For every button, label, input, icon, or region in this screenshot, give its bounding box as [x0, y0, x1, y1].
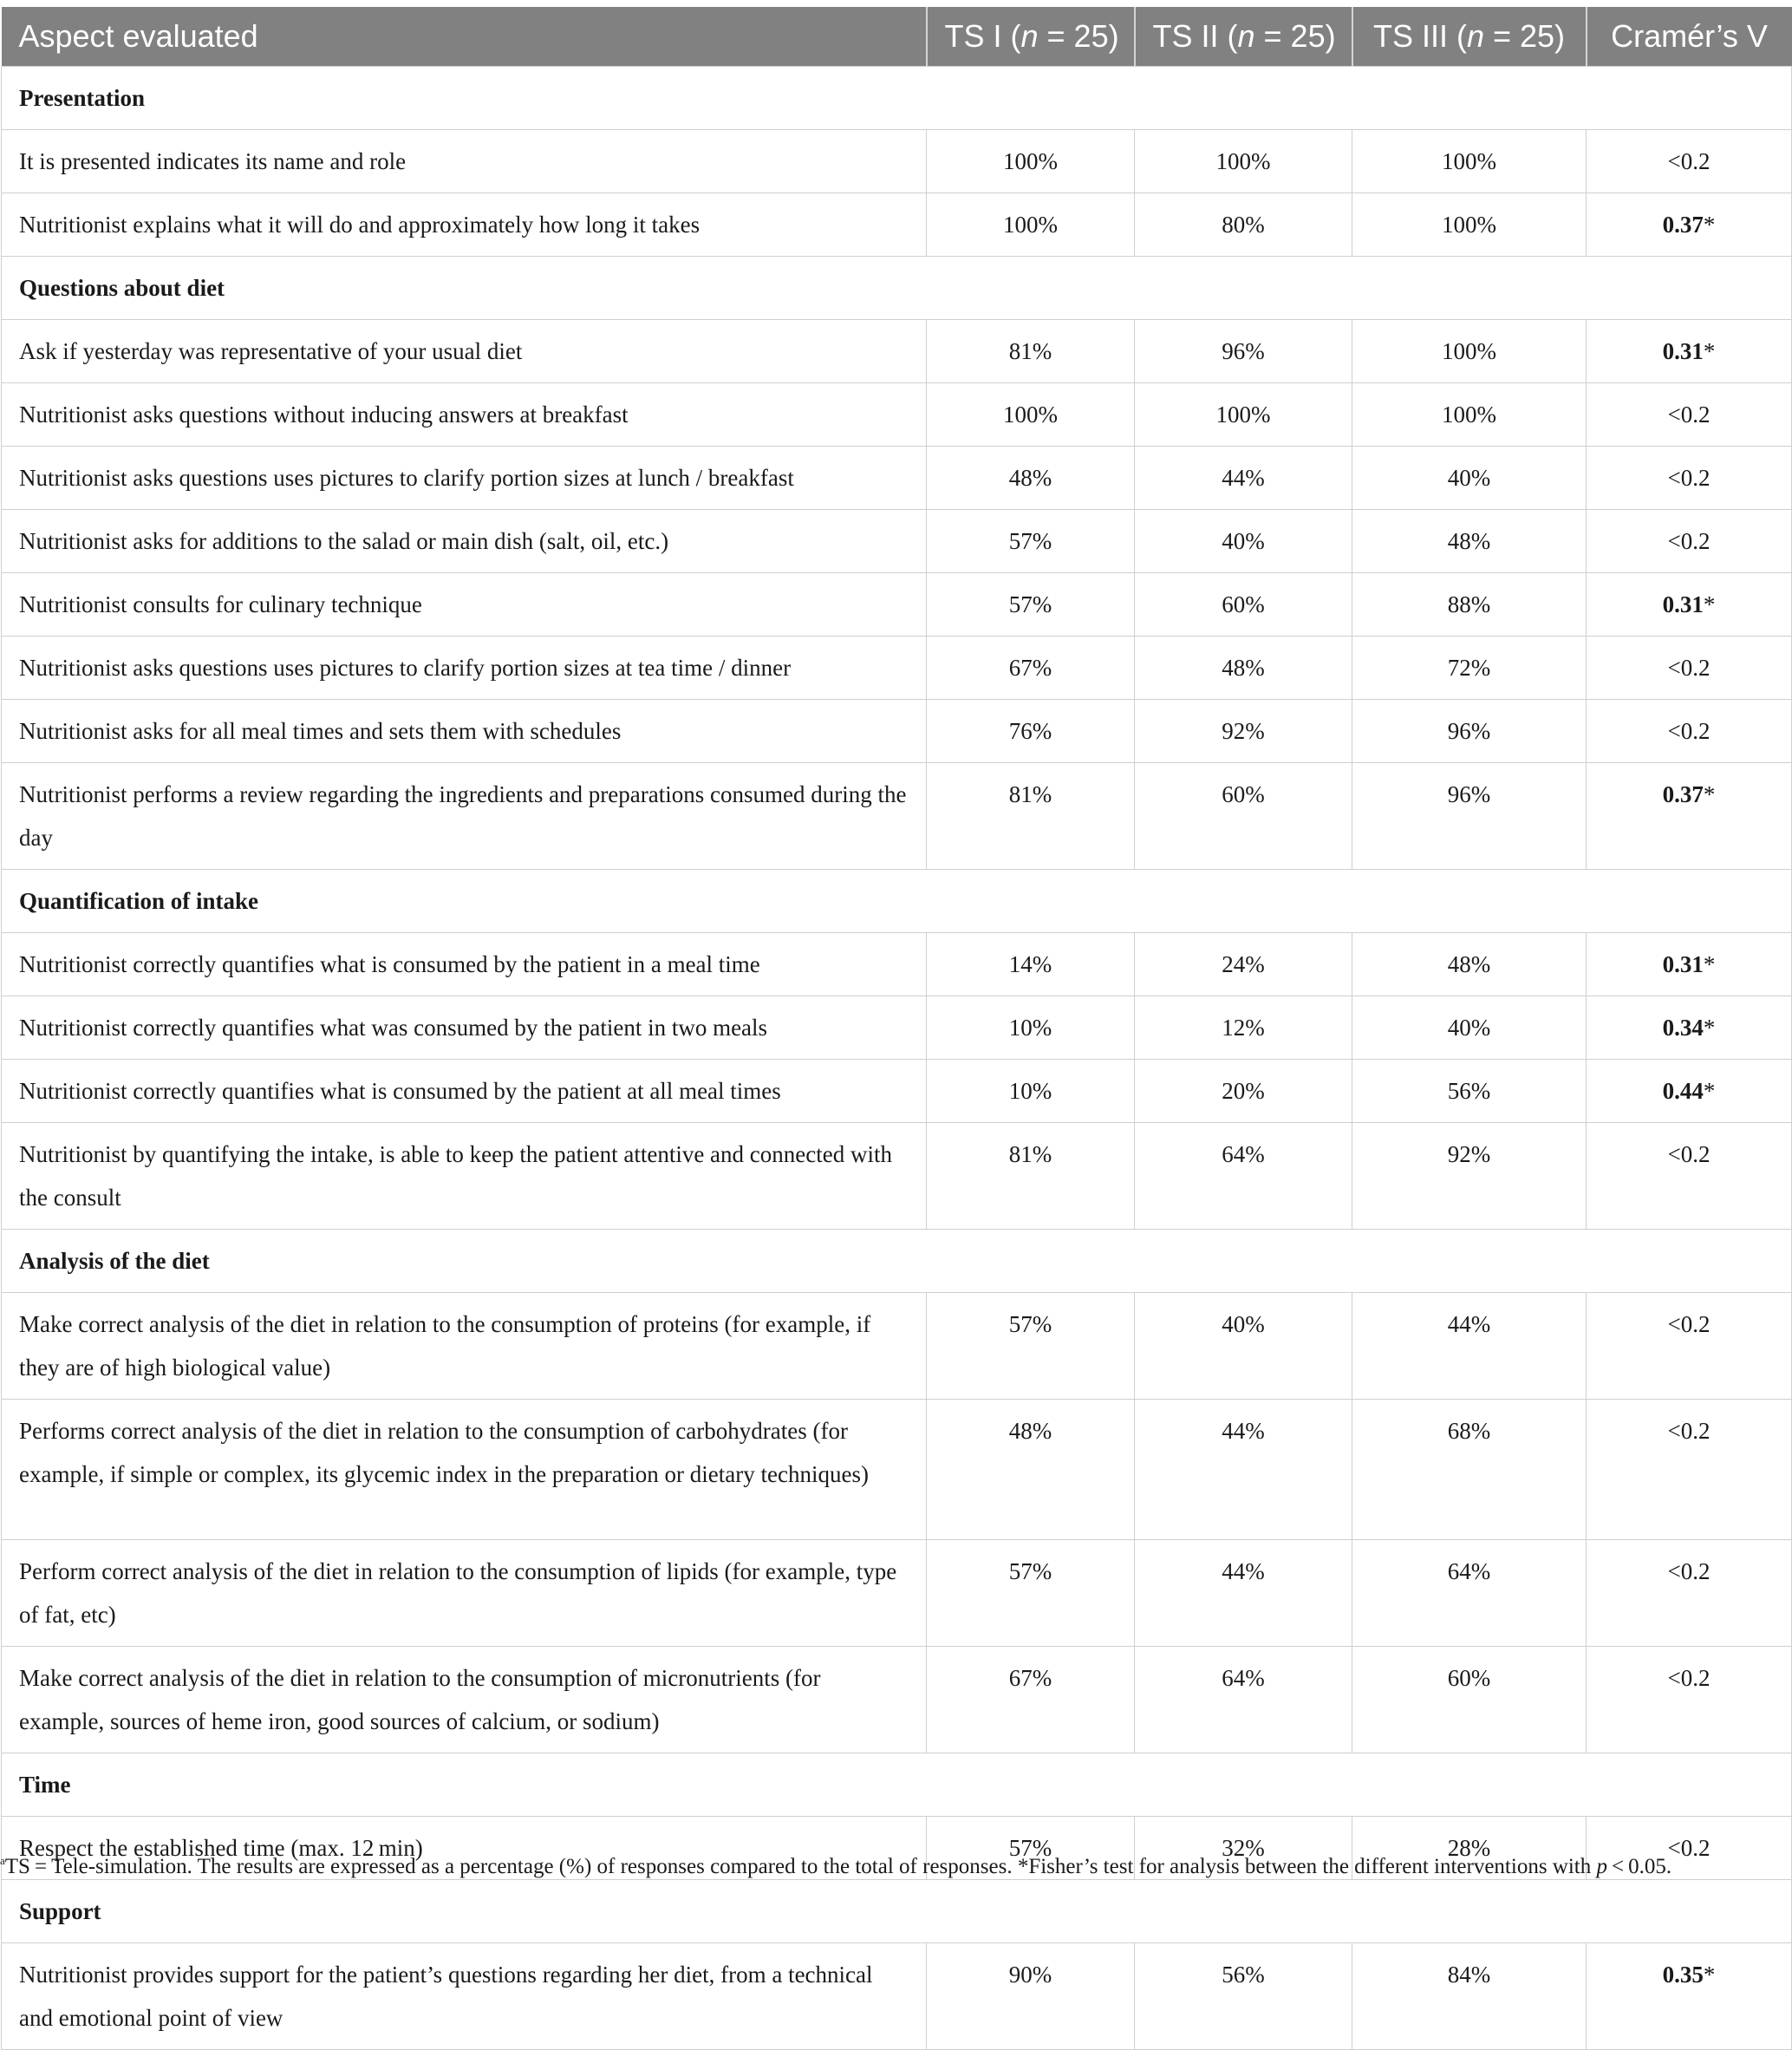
table-row: [2, 193, 1792, 257]
ts2-cell: 56%: [1135, 1943, 1352, 2050]
cramers-v-value: <0.2: [1667, 1311, 1711, 1337]
ts1-cell: 67%: [927, 1647, 1135, 1753]
section-header-row: [2, 67, 1792, 130]
aspect-cell: Nutritionist performs a review regarding the ingredients and preparations consumed during the day: [2, 763, 927, 870]
cramers-v-cell: [1587, 933, 1792, 996]
cramers-v-value: <0.2: [1667, 718, 1711, 744]
table-row: [2, 996, 1792, 1060]
results-table: [1, 7, 1792, 2050]
cramers-v-value: 0.31: [1662, 951, 1704, 977]
significance-marker: *: [1703, 951, 1716, 977]
ts3-cell: 56%: [1352, 1060, 1587, 1123]
ts1-cell: 76%: [927, 700, 1135, 763]
ts1-cell: 57%: [927, 1817, 1135, 1880]
aspect-cell: Perform correct analysis of the diet in relation to the consumption of lipids (for example, type of fat, etc): [2, 1540, 927, 1647]
ts3-cell: 96%: [1352, 700, 1587, 763]
aspect-cell: Nutritionist explains what it will do and approximately how long it takes: [2, 193, 927, 257]
cramers-v-cell: [1587, 193, 1792, 257]
ts2-cell: 64%: [1135, 1123, 1352, 1230]
cramers-v-value: <0.2: [1667, 1418, 1711, 1444]
section-title: Quantification of intake: [2, 870, 1792, 933]
ts1-cell: 48%: [927, 1400, 1135, 1540]
cramers-v-cell: [1587, 383, 1792, 447]
ts3-cell: 44%: [1352, 1293, 1587, 1400]
ts3-cell: 100%: [1352, 130, 1587, 193]
table-row: [2, 1060, 1792, 1123]
footnote-text: TS = Tele-simulation. The results are expressed as a percentage (%) of responses compared to the total of responses. *Fisher’s test for analysis between the different interventions with: [4, 1855, 1597, 1878]
aspect-cell: Nutritionist by quantifying the intake, is able to keep the patient attentive and connected with the consult: [2, 1123, 927, 1230]
significance-marker: *: [1703, 1015, 1716, 1041]
section-header-row: [2, 1230, 1792, 1293]
ts2-cell: 20%: [1135, 1060, 1352, 1123]
table-body: [2, 67, 1792, 2050]
aspect-cell: Ask if yesterday was representative of your usual diet: [2, 320, 927, 383]
ts1-cell: 81%: [927, 320, 1135, 383]
cramers-v-cell: [1587, 996, 1792, 1060]
table-row: [2, 1647, 1792, 1753]
section-header-row: [2, 870, 1792, 933]
cramers-v-cell: [1587, 1540, 1792, 1647]
ts3-cell: 100%: [1352, 320, 1587, 383]
table-row: [2, 383, 1792, 447]
header-ts3: TS III (n = 25): [1352, 7, 1587, 67]
ts1-cell: 100%: [927, 193, 1135, 257]
table-row: [2, 1293, 1792, 1400]
significance-marker: *: [1703, 591, 1716, 617]
ts2-cell: 100%: [1135, 383, 1352, 447]
cramers-v-value: <0.2: [1667, 465, 1711, 491]
aspect-cell: Nutritionist asks questions without inducing answers at breakfast: [2, 383, 927, 447]
footnote-p: p: [1596, 1855, 1607, 1878]
ts1-cell: 100%: [927, 130, 1135, 193]
section-title: Presentation: [2, 67, 1792, 130]
ts2-cell: 64%: [1135, 1647, 1352, 1753]
ts1-cell: 81%: [927, 763, 1135, 870]
ts1-cell: 67%: [927, 637, 1135, 700]
table-row: [2, 700, 1792, 763]
table-footnote: [0, 1854, 1792, 1879]
ts2-cell: 32%: [1135, 1817, 1352, 1880]
ts2-cell: 40%: [1135, 510, 1352, 573]
header-ts2: TS II (n = 25): [1135, 7, 1352, 67]
ts3-cell: 48%: [1352, 510, 1587, 573]
footnote-text-end: < 0.05.: [1607, 1855, 1672, 1878]
table-row: [2, 1123, 1792, 1230]
aspect-cell: Nutritionist asks for all meal times and sets them with schedules: [2, 700, 927, 763]
aspect-cell: Make correct analysis of the diet in relation to the consumption of micronutrients (for example, sources of heme iron, good sources of calcium, or sodium): [2, 1647, 927, 1753]
cramers-v-value: <0.2: [1667, 1835, 1711, 1861]
aspect-cell: Nutritionist asks for additions to the salad or main dish (salt, oil, etc.): [2, 510, 927, 573]
ts1-cell: 57%: [927, 1293, 1135, 1400]
cramers-v-cell: [1587, 700, 1792, 763]
aspect-cell: Nutritionist correctly quantifies what is consumed by the patient in a meal time: [2, 933, 927, 996]
ts2-cell: 96%: [1135, 320, 1352, 383]
document-page: [0, 7, 1792, 2050]
cramers-v-value: <0.2: [1667, 655, 1711, 681]
cramers-v-value: <0.2: [1667, 1141, 1711, 1167]
cramers-v-value: <0.2: [1667, 1558, 1711, 1584]
cramers-v-cell: [1587, 763, 1792, 870]
ts2-cell: 24%: [1135, 933, 1352, 996]
table-row: [2, 130, 1792, 193]
table-row: [2, 320, 1792, 383]
header-cramers-v: Cramér’s V: [1587, 7, 1792, 67]
table-row: [2, 447, 1792, 510]
aspect-cell: Make correct analysis of the diet in relation to the consumption of proteins (for example, if they are of high biological value): [2, 1293, 927, 1400]
ts3-cell: 96%: [1352, 763, 1587, 870]
cramers-v-value: <0.2: [1667, 402, 1711, 428]
cramers-v-cell: [1587, 320, 1792, 383]
significance-marker: *: [1703, 338, 1716, 364]
cramers-v-value: 0.34: [1662, 1015, 1704, 1041]
cramers-v-cell: [1587, 447, 1792, 510]
table-row: [2, 573, 1792, 637]
table-row: [2, 510, 1792, 573]
ts3-cell: 28%: [1352, 1817, 1587, 1880]
ts1-cell: 10%: [927, 1060, 1135, 1123]
section-header-row: [2, 257, 1792, 320]
table-row: [2, 933, 1792, 996]
cramers-v-value: 0.37: [1662, 212, 1704, 238]
ts2-cell: 60%: [1135, 763, 1352, 870]
ts3-cell: 40%: [1352, 447, 1587, 510]
ts1-cell: 14%: [927, 933, 1135, 996]
ts3-cell: 88%: [1352, 573, 1587, 637]
ts3-cell: 48%: [1352, 933, 1587, 996]
table-row: [2, 763, 1792, 870]
ts3-cell: 92%: [1352, 1123, 1587, 1230]
ts2-cell: 40%: [1135, 1293, 1352, 1400]
section-title: Time: [2, 1753, 1792, 1817]
aspect-cell: Nutritionist provides support for the patient’s questions regarding her diet, from a technical and emotional point of view: [2, 1943, 927, 2050]
section-title: Support: [2, 1880, 1792, 1943]
aspect-cell: Nutritionist consults for culinary technique: [2, 573, 927, 637]
aspect-cell: Nutritionist asks questions uses pictures to clarify portion sizes at tea time / dinner: [2, 637, 927, 700]
section-title: Analysis of the diet: [2, 1230, 1792, 1293]
cramers-v-value: 0.35: [1662, 1962, 1704, 1988]
ts3-cell: 100%: [1352, 193, 1587, 257]
cramers-v-cell: [1587, 510, 1792, 573]
cramers-v-cell: [1587, 1123, 1792, 1230]
ts2-cell: 44%: [1135, 1540, 1352, 1647]
cramers-v-value: <0.2: [1667, 1665, 1711, 1691]
ts1-cell: 100%: [927, 383, 1135, 447]
aspect-cell: Nutritionist asks questions uses pictures to clarify portion sizes at lunch / breakfast: [2, 447, 927, 510]
cramers-v-value: 0.44: [1662, 1078, 1704, 1104]
cramers-v-value: <0.2: [1667, 528, 1711, 554]
cramers-v-value: 0.37: [1662, 781, 1704, 807]
ts1-cell: 81%: [927, 1123, 1135, 1230]
cramers-v-cell: [1587, 573, 1792, 637]
ts3-cell: 68%: [1352, 1400, 1587, 1540]
ts3-cell: 40%: [1352, 996, 1587, 1060]
header-ts1: TS I (n = 25): [927, 7, 1135, 67]
ts2-cell: 48%: [1135, 637, 1352, 700]
section-header-row: [2, 1880, 1792, 1943]
cramers-v-cell: [1587, 1060, 1792, 1123]
ts1-cell: 57%: [927, 1540, 1135, 1647]
table-row: [2, 1943, 1792, 2050]
ts1-cell: 57%: [927, 573, 1135, 637]
cramers-v-cell: [1587, 130, 1792, 193]
ts1-cell: 57%: [927, 510, 1135, 573]
significance-marker: *: [1703, 1078, 1716, 1104]
cramers-v-value: 0.31: [1662, 591, 1704, 617]
aspect-cell: Nutritionist correctly quantifies what is consumed by the patient at all meal times: [2, 1060, 927, 1123]
aspect-cell: Performs correct analysis of the diet in relation to the consumption of carbohydrates (for example, if simple or complex, its glycemic index in the preparation or dietary techniques): [2, 1400, 927, 1540]
aspect-cell: Respect the established time (max. 12 min): [2, 1817, 927, 1880]
table-row: [2, 1400, 1792, 1540]
cramers-v-cell: [1587, 637, 1792, 700]
ts2-cell: 80%: [1135, 193, 1352, 257]
section-header-row: [2, 1753, 1792, 1817]
cramers-v-cell: [1587, 1400, 1792, 1540]
significance-marker: *: [1703, 1962, 1716, 1988]
header-aspect: Aspect evaluated: [2, 7, 927, 67]
cramers-v-cell: [1587, 1943, 1792, 2050]
cramers-v-value: 0.31: [1662, 338, 1704, 364]
cramers-v-cell: [1587, 1293, 1792, 1400]
aspect-cell: Nutritionist correctly quantifies what was consumed by the patient in two meals: [2, 996, 927, 1060]
cramers-v-cell: [1587, 1647, 1792, 1753]
aspect-cell: It is presented indicates its name and role: [2, 130, 927, 193]
ts2-cell: 100%: [1135, 130, 1352, 193]
significance-marker: *: [1703, 212, 1716, 238]
ts3-cell: 100%: [1352, 383, 1587, 447]
ts2-cell: 12%: [1135, 996, 1352, 1060]
ts2-cell: 92%: [1135, 700, 1352, 763]
footnote-marker: a: [0, 1854, 5, 1867]
table-row: [2, 637, 1792, 700]
ts3-cell: 84%: [1352, 1943, 1587, 2050]
ts1-cell: 48%: [927, 447, 1135, 510]
table-row: [2, 1540, 1792, 1647]
section-title: Questions about diet: [2, 257, 1792, 320]
ts2-cell: 44%: [1135, 1400, 1352, 1540]
ts3-cell: 60%: [1352, 1647, 1587, 1753]
ts3-cell: 64%: [1352, 1540, 1587, 1647]
ts1-cell: 10%: [927, 996, 1135, 1060]
ts2-cell: 44%: [1135, 447, 1352, 510]
cramers-v-value: <0.2: [1667, 148, 1711, 174]
table-header: [2, 7, 1792, 67]
ts2-cell: 60%: [1135, 573, 1352, 637]
significance-marker: *: [1703, 781, 1716, 807]
ts3-cell: 72%: [1352, 637, 1587, 700]
ts1-cell: 90%: [927, 1943, 1135, 2050]
